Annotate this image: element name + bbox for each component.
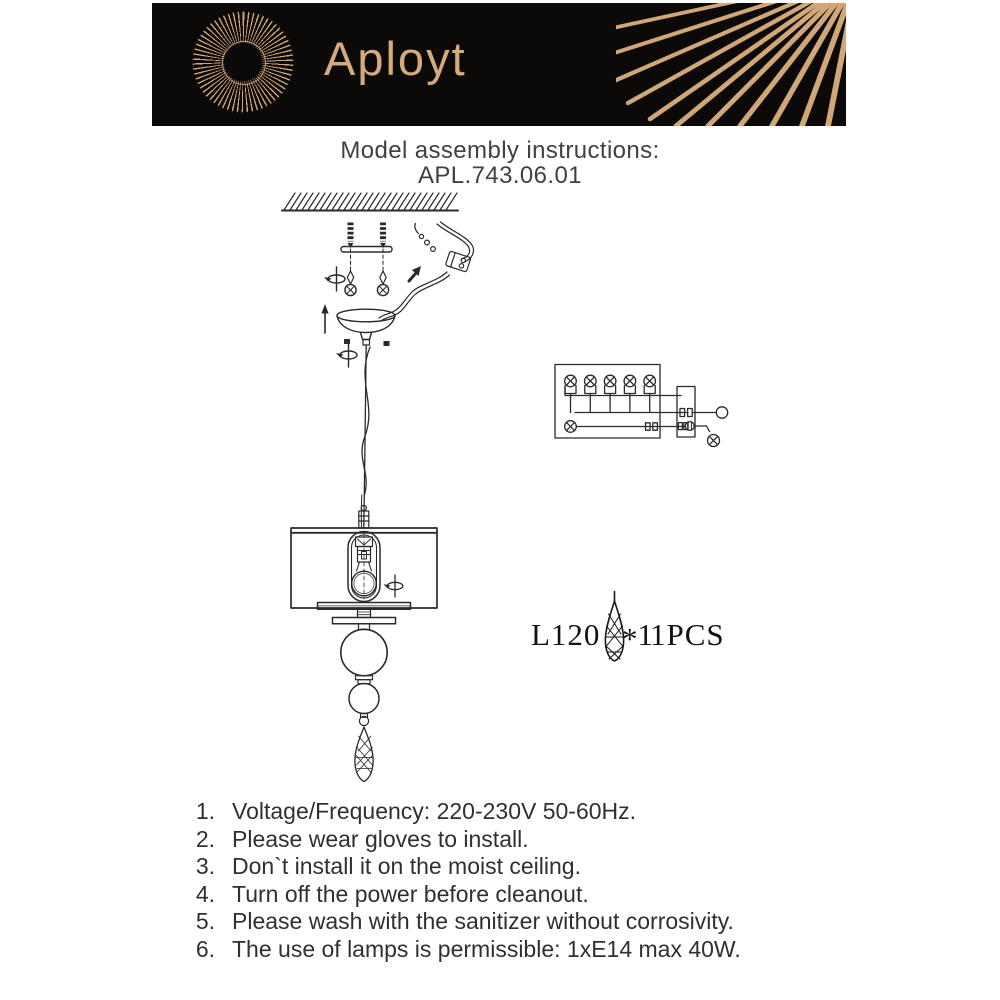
sunburst-ring-icon <box>222 41 266 85</box>
screw-right-icon <box>377 271 388 296</box>
instruction-list <box>193 798 741 964</box>
screw-left-icon <box>345 271 356 296</box>
model-number: APL.743.06.01 <box>417 162 582 189</box>
part-pieces-label: 1PCS <box>650 617 725 652</box>
part-length-label: L120 <box>531 617 601 652</box>
crystal-drop-icon <box>355 727 373 782</box>
ball-connector-icon <box>356 676 373 684</box>
item-text: The use of lamps is permissible: 1xE14 max 40W. <box>232 935 741 962</box>
item-number: 6. <box>195 935 215 962</box>
decor-ball-small <box>349 684 379 714</box>
diffuser-plates-icon <box>318 603 411 630</box>
lamp-symbol <box>708 435 720 447</box>
rotation-arrow-icon <box>336 343 357 367</box>
asterisk: * <box>622 621 638 657</box>
terminal-block-icon <box>677 387 695 438</box>
up-arrow-icon <box>321 304 328 333</box>
lamp-symbol <box>624 375 636 412</box>
item-number: 2. <box>195 825 215 852</box>
item-number: 5. <box>195 908 215 935</box>
instruction-item <box>193 853 741 881</box>
instruction-item <box>193 798 741 826</box>
lamp-symbol <box>565 421 685 433</box>
page-title: Model assembly instructions: <box>340 137 660 164</box>
ceiling-hatch-icon <box>282 193 458 211</box>
instruction-item <box>193 826 741 854</box>
lamp-symbol <box>565 375 577 412</box>
lamp-symbol <box>644 375 656 412</box>
diagonal-arrow-icon <box>409 266 421 281</box>
decor-ball-large <box>341 629 387 675</box>
wiring-schematic <box>555 365 728 447</box>
wire-connector-icon <box>379 222 474 321</box>
item-text: Don`t install it on the moist ceiling. <box>232 853 581 880</box>
bus-wire <box>565 387 681 396</box>
mounting-bracket <box>341 247 392 253</box>
rotation-arrow-icon <box>324 267 345 291</box>
brand-banner <box>152 3 846 126</box>
item-text: Please wash with the sanitizer without corrosivity. <box>232 908 734 935</box>
item-number: 4. <box>195 880 215 907</box>
lamp-symbol <box>604 375 616 412</box>
part-quantity-label <box>622 617 653 657</box>
rotation-arrow-icon <box>384 575 403 597</box>
instruction-item <box>193 908 741 936</box>
suspension-cable <box>361 345 370 528</box>
item-number: 1. <box>195 798 215 824</box>
neutral-terminal-icon <box>716 407 727 418</box>
assembly-diagram <box>150 185 850 800</box>
item-number: 3. <box>195 853 215 880</box>
item-text: Voltage/Frequency: 220-230V 50-60Hz. <box>232 798 637 824</box>
instruction-item <box>193 881 741 909</box>
item-text: Turn off the power before cleanout. <box>232 880 589 907</box>
lamp-symbol <box>585 375 597 412</box>
crystal-hanger-icon <box>359 714 368 726</box>
quantity-value: 1 <box>637 617 653 652</box>
instruction-item <box>193 936 741 964</box>
brand-name: Aployt <box>324 32 467 85</box>
item-text: Please wear gloves to install. <box>232 825 529 852</box>
corner-rays-icon <box>616 3 846 126</box>
